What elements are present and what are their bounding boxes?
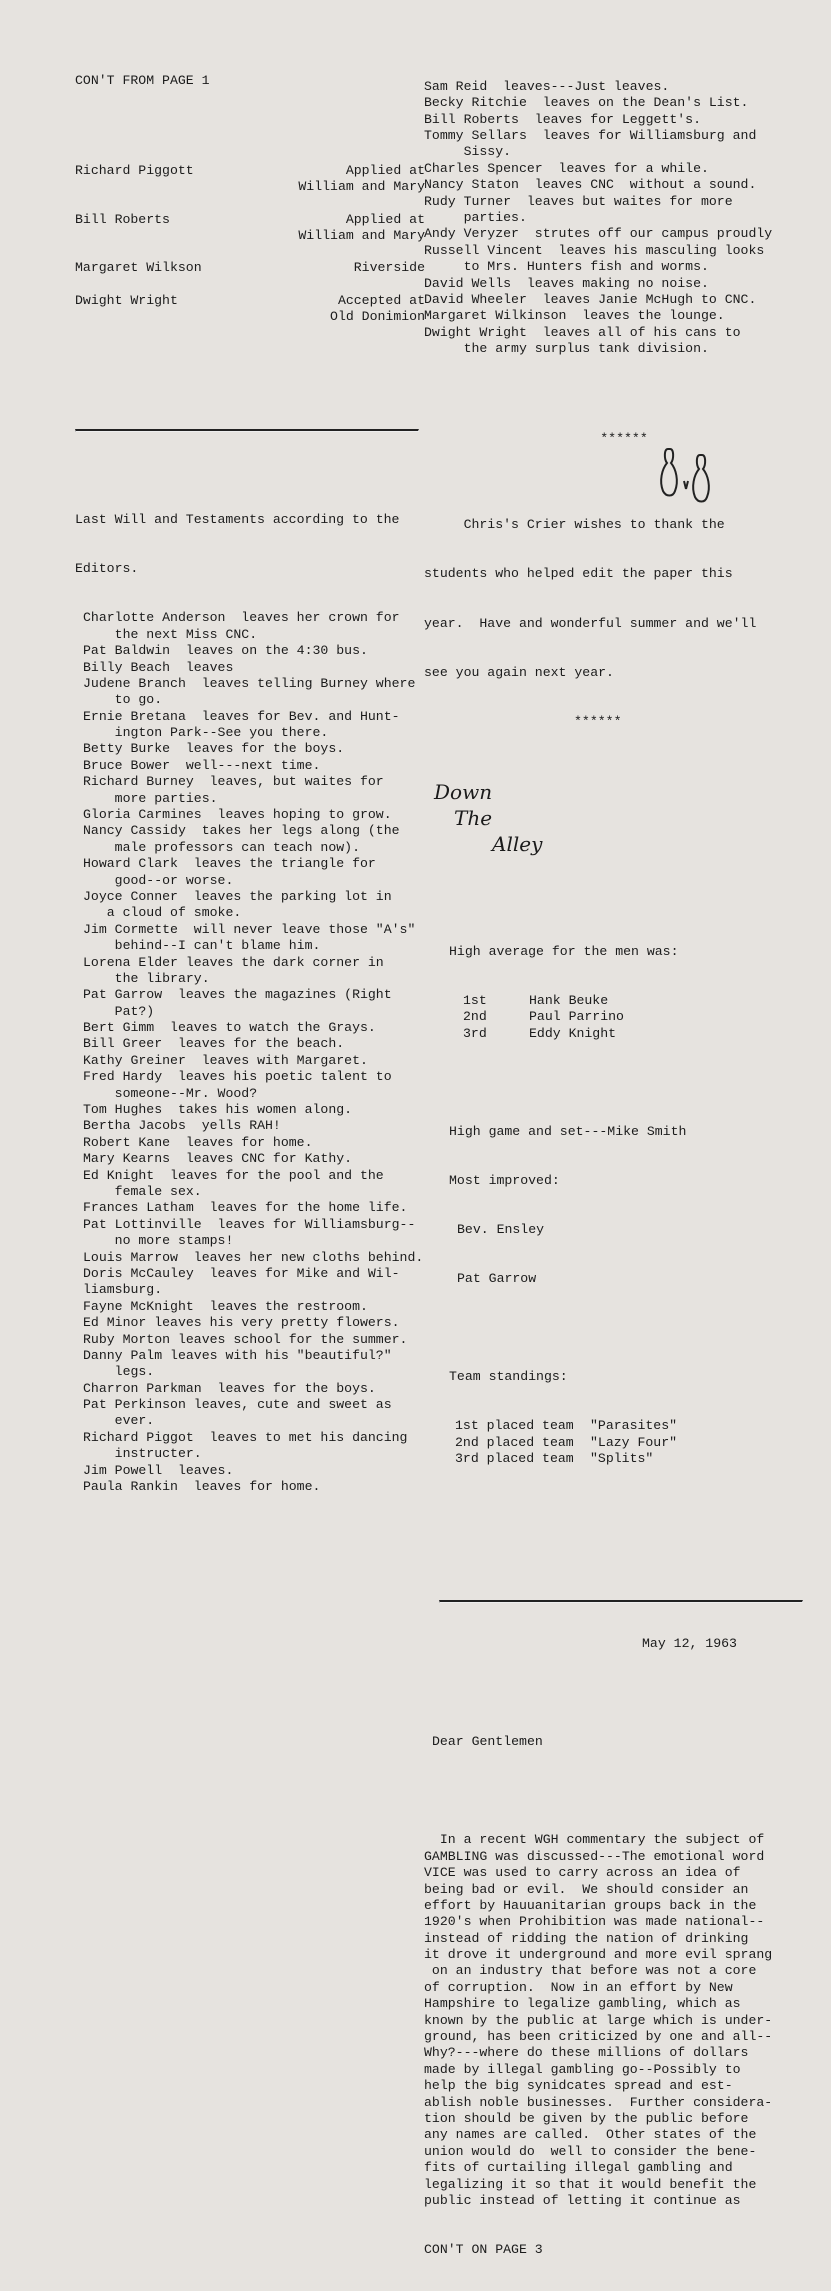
will-entry: male professors can teach now). [83, 839, 360, 855]
bowler-name: Eddy Knight [529, 1025, 617, 1041]
will-heading: Last Will and Testaments according to the [75, 511, 400, 527]
will-entry: Fayne McKnight leaves the restroom. [83, 1298, 368, 1314]
will-entry: liamsburg. [83, 1282, 163, 1298]
will-entry: Lorena Elder leaves the dark corner in [83, 954, 384, 970]
applicant-row [75, 293, 425, 309]
will-entry: Paula Rankin leaves for home. [83, 1479, 321, 1495]
will-entry: the library. [83, 970, 210, 986]
applicant-row [75, 179, 425, 195]
applicant-status: William and Mary [298, 228, 425, 244]
letter-line: help the big synidcates spread and est- [424, 2078, 733, 2094]
bowling-section [424, 911, 824, 1501]
will-entry: Mary Kearns leaves CNC for Kathy. [83, 1151, 353, 1167]
letter-line: legalizing it so that it would benefit the [424, 2176, 757, 2192]
letter-line: effort by Hauuanitarian groups back in the [424, 1897, 757, 1913]
will-entry: Jim Powell leaves. [83, 1462, 234, 1478]
will-entry: Ruby Morton leaves school for the summer. [83, 1331, 408, 1347]
will-entry: Betty Burke leaves for the boys. [83, 741, 345, 757]
letter-line: tion should be given by the public before [424, 2110, 749, 2126]
will-entry: Ed Minor leaves his very pretty flowers. [83, 1315, 400, 1331]
applicant-row [75, 260, 425, 276]
letter-line: Hampshire to legalize gambling, which as [424, 1996, 741, 2012]
team-name: "Parasites" [590, 1418, 678, 1434]
will-list-right [424, 79, 824, 358]
most-improved-item: Pat Garrow [457, 1271, 537, 1287]
will-entry: female sex. [83, 1184, 202, 1199]
will-entry: no more stamps! [83, 1233, 234, 1249]
thanks-line: year. Have and wonderful summer and we'll [424, 615, 757, 631]
will-entry: good--or worse. [83, 872, 234, 888]
letter-line: on an industry that before was not a core [424, 1963, 757, 1979]
high-average-row [449, 1009, 824, 1025]
will-entry: Gloria Carmines leaves hoping to grow. [83, 807, 392, 823]
will-entry: Richard Piggot leaves to met his dancing [83, 1429, 408, 1445]
will-entry: Pat Lottinville leaves for Williamsburg-- [83, 1216, 416, 1232]
will-entry: Rudy Turner leaves but waites for more [424, 193, 733, 209]
will-entry: Sam Reid leaves---Just leaves. [424, 78, 670, 94]
section-divider [439, 1600, 803, 1603]
will-entry: Bill Roberts leaves for Leggett's. [424, 111, 701, 127]
will-entry: Billy Beach leaves [83, 659, 234, 675]
applicant-name: Bill Roberts [75, 211, 170, 227]
will-entry: Frances Latham leaves for the home life. [83, 1200, 408, 1216]
team-place: 2nd placed team [455, 1434, 574, 1450]
letter-date: May 12, 1963 [642, 1636, 737, 1652]
letter-line: any names are called. Other states of the [424, 2127, 757, 2143]
will-entry: Andy Veryzer strutes off our campus proudly [424, 226, 773, 242]
will-entry: the army surplus tank division. [424, 341, 709, 357]
team-row [449, 1418, 824, 1434]
continued-from: CON'T FROM PAGE 1 [75, 72, 210, 88]
will-entry: Sissy. [424, 144, 512, 160]
will-entry: the next Miss CNC. [83, 626, 258, 642]
letter-line: made by illegal gambling go--Possibly to [424, 2061, 741, 2077]
letter-line: of corruption. Now in an effort by New [424, 1979, 733, 1995]
letter-line: fits of curtailing illegal gambling and [424, 2160, 733, 2176]
will-entry: Joyce Conner leaves the parking lot in [83, 888, 392, 904]
will-list-left [75, 610, 425, 1495]
letter-line: it drove it underground and more evil sprang [424, 1947, 773, 1963]
applicant-row [75, 228, 425, 244]
team-place: 3rd placed team [455, 1451, 574, 1467]
will-entry: Margaret Wilkinson leaves the lounge. [424, 308, 725, 324]
applicant-status: Accepted at [337, 292, 425, 308]
bowling-pins-icon [656, 445, 716, 505]
high-average-label: High average for the men was: [449, 943, 679, 959]
high-average-list [449, 993, 824, 1042]
letter-salutation: Dear Gentlemen [432, 1734, 543, 1750]
will-entry: Charron Parkman leaves for the boys. [83, 1380, 376, 1396]
letter-body [424, 1832, 824, 2209]
will-entry: Russell Vincent leaves his masculing looks [424, 242, 765, 258]
will-entry: legs. [83, 1364, 155, 1380]
will-entry: Bertha Jacobs yells RAH! [83, 1118, 281, 1134]
will-entry: parties. [424, 209, 527, 225]
bowler-name: Paul Parrino [529, 1009, 624, 1025]
will-entry: Jim Cormette will never leave those "A's" [83, 921, 416, 937]
will-entry: Louis Marrow leaves her new cloths behind. [83, 1249, 424, 1265]
letter-line: Why?---where do these millions of dollars [424, 2045, 749, 2061]
will-entry: behind--I can't blame him. [83, 938, 321, 954]
will-entry: David Wells leaves making no noise. [424, 275, 709, 291]
applicant-name: Dwight Wright [75, 292, 178, 308]
letter-line: instead of ridding the nation of drinking [424, 1930, 749, 1946]
will-heading: Editors. [75, 561, 139, 577]
will-entry: Tommy Sellars leaves for Williamsburg and [424, 127, 757, 143]
thanks-line: see you again next year. [424, 664, 614, 680]
applicant-status: William and Mary [298, 179, 425, 195]
left-column [75, 40, 425, 1528]
stars-divider: ****** [574, 713, 622, 729]
applicant-entry [75, 212, 425, 245]
high-average-row [449, 993, 824, 1009]
applicant-status: Applied at [345, 211, 425, 227]
will-entry: Doris McCauley leaves for Mike and Wil- [83, 1265, 400, 1281]
will-entry: someone--Mr. Wood? [83, 1085, 258, 1101]
applicant-name: Margaret Wilkson [75, 260, 202, 276]
will-entry: Richard Burney leaves, but waites for [83, 774, 384, 790]
high-average-row [449, 1026, 824, 1042]
letter-line: ground, has been criticized by one and all-- [424, 2029, 773, 2045]
will-entry: Bert Gimm leaves to watch the Grays. [83, 1020, 376, 1036]
handwritten-title: Down [434, 779, 493, 804]
bowler-name: Hank Beuke [529, 992, 609, 1008]
team-name: "Splits" [590, 1451, 654, 1467]
letter-line: known by the public at large which is under- [424, 2012, 773, 2028]
most-improved-label: Most improved: [449, 1172, 560, 1188]
will-entry: Pat Garrow leaves the magazines (Right [83, 987, 392, 1003]
right-column [424, 46, 824, 2291]
will-entry: Pat Perkinson leaves, cute and sweet as [83, 1397, 392, 1413]
will-entry: a cloud of smoke. [83, 905, 242, 921]
letter-line: being bad or evil. We should consider an [424, 1881, 749, 1897]
letter-line: In a recent WGH commentary the subject of [424, 1832, 765, 1848]
will-entry: Charles Spencer leaves for a while. [424, 160, 709, 176]
applicant-entry [75, 260, 425, 276]
team-name: "Lazy Four" [590, 1434, 678, 1450]
applicant-row [75, 163, 425, 179]
will-entry: Bruce Bower well---next time. [83, 757, 321, 773]
high-game: High game and set---Mike Smith [449, 1123, 687, 1139]
section-divider [75, 429, 419, 432]
place: 2nd [463, 1009, 487, 1025]
team-row [449, 1451, 824, 1467]
team-row [449, 1435, 824, 1451]
will-entry: Howard Clark leaves the triangle for [83, 856, 376, 872]
handwritten-title: The [454, 805, 493, 830]
will-entry: Tom Hughes takes his women along. [83, 1102, 353, 1118]
will-entry: instructer. [83, 1446, 202, 1462]
will-entry: Pat?) [83, 1003, 155, 1019]
will-entry: more parties. [83, 790, 218, 806]
team-place: 1st placed team [455, 1418, 574, 1434]
stars-divider: ****** [600, 431, 648, 447]
thanks-line: students who helped edit the paper this [424, 566, 733, 582]
will-entry: ington Park--See you there. [83, 725, 329, 741]
letter-line: public instead of letting it continue as [424, 2192, 741, 2208]
will-entry: Dwight Wright leaves all of his cans to [424, 324, 741, 340]
will-entry: Fred Hardy leaves his poetic talent to [83, 1069, 392, 1085]
handwritten-title: Alley [492, 831, 543, 856]
will-entry: David Wheeler leaves Janie McHugh to CNC. [424, 291, 757, 307]
place: 1st [463, 992, 487, 1008]
letter-line: VICE was used to carry across an idea of [424, 1865, 741, 1881]
place: 3rd [463, 1025, 487, 1041]
team-standings-label: Team standings: [449, 1369, 568, 1385]
applicant-status: Old Donimion [330, 309, 425, 325]
will-entry: Kathy Greiner leaves with Margaret. [83, 1052, 368, 1068]
will-entry: Bill Greer leaves for the beach. [83, 1036, 345, 1052]
applicant-row [75, 309, 425, 325]
letter-line: union would do well to consider the bene- [424, 2143, 757, 2159]
will-entry: Danny Palm leaves with his "beautiful?" [83, 1347, 392, 1363]
team-standings-list [449, 1418, 824, 1467]
will-entry: to Mrs. Hunters fish and worms. [424, 259, 709, 275]
letter-line: GAMBLING was discussed---The emotional word [424, 1848, 765, 1864]
will-entry: Ernie Bretana leaves for Bev. and Hunt- [83, 708, 400, 724]
applicant-entry [75, 163, 425, 196]
applicants-list [75, 163, 425, 326]
applicant-name: Richard Piggott [75, 162, 194, 178]
applicant-entry [75, 293, 425, 326]
will-entry: to go. [83, 692, 163, 708]
letter-line: 1920's when Prohibition was made national-- [424, 1914, 765, 1930]
will-entry: Pat Baldwin leaves on the 4:30 bus. [83, 643, 368, 659]
will-entry: Becky Ritchie leaves on the Dean's List. [424, 95, 749, 111]
will-entry: Robert Kane leaves for home. [83, 1134, 313, 1150]
will-entry: Ed Knight leaves for the pool and the [83, 1167, 384, 1183]
letter-line: ablish noble businesses. Further considera- [424, 2094, 773, 2110]
most-improved-item: Bev. Ensley [457, 1222, 545, 1237]
will-entry: Charlotte Anderson leaves her crown for [83, 610, 400, 626]
applicant-row [75, 212, 425, 228]
applicant-status: Applied at [345, 162, 425, 178]
will-entry: Nancy Cassidy takes her legs along (the [83, 823, 400, 839]
will-entry: Nancy Staton leaves CNC without a sound. [424, 177, 757, 193]
thanks-line: Chris's Crier wishes to thank the [424, 517, 725, 533]
will-entry: Judene Branch leaves telling Burney where [83, 675, 416, 691]
applicant-status: Riverside [353, 260, 425, 276]
will-entry: ever. [83, 1413, 155, 1429]
continued-to: CON'T ON PAGE 3 [424, 2242, 543, 2258]
